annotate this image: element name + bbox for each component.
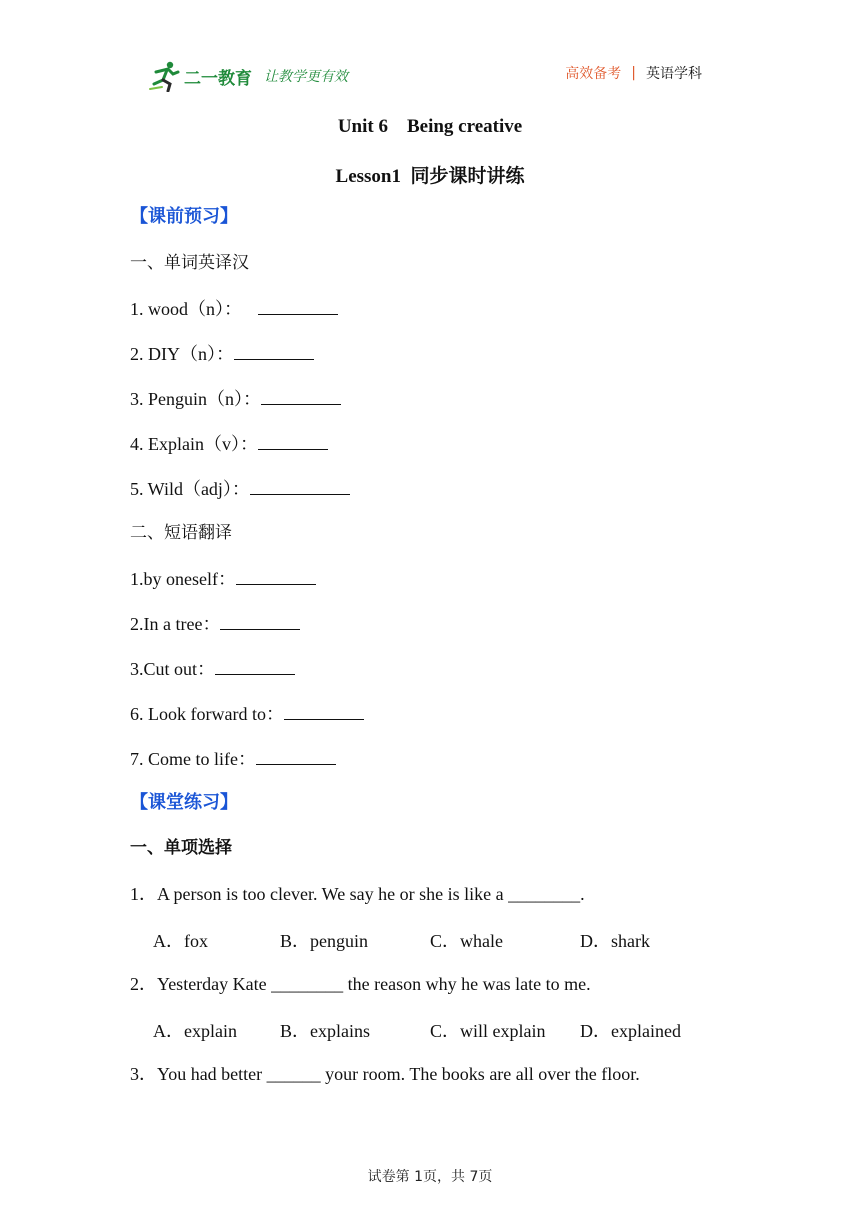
header-subject: 英语学科 xyxy=(646,66,702,82)
answer-blank[interactable] xyxy=(236,566,316,585)
vocab-label: 2. DIY（n）： xyxy=(130,344,234,364)
answer-blank[interactable] xyxy=(258,431,328,450)
question-stem: 3．You had better ______ your room. The books are all over the floor. xyxy=(130,1064,640,1084)
phrase-label: 1.by oneself： xyxy=(130,569,236,589)
vocab-item xyxy=(130,341,314,366)
vocab-label: 5. Wild（adj）： xyxy=(130,479,250,499)
phrase-label: 3.Cut out： xyxy=(130,659,216,679)
options-row xyxy=(0,1017,860,1041)
option-a[interactable]: A．explain xyxy=(153,1021,237,1041)
phrase-label: 2.In a tree： xyxy=(130,614,221,634)
vocab-item xyxy=(130,296,338,321)
vocab-item xyxy=(130,476,350,501)
phrase-label: 7. Come to life： xyxy=(130,749,256,769)
option-a[interactable]: A．fox xyxy=(153,931,208,951)
header-right xyxy=(565,63,702,83)
answer-blank[interactable] xyxy=(256,746,336,765)
unit-title: Unit 6 Being creative xyxy=(337,116,523,137)
phrase-item xyxy=(130,566,316,591)
option-d[interactable]: D．explained xyxy=(580,1021,681,1041)
option-b[interactable]: B．penguin xyxy=(280,931,368,951)
header-accent: 高效备考 xyxy=(565,66,622,82)
vocab-item xyxy=(130,431,328,456)
runner-logo-icon xyxy=(148,60,182,92)
options-row xyxy=(0,927,860,951)
preview-heading: 【课前预习】 xyxy=(130,206,238,227)
phrase-item xyxy=(130,611,300,636)
vocab-heading: 一、单词英译汉 xyxy=(130,253,249,273)
vocab-item xyxy=(130,386,341,411)
lesson-title: Lesson1 同步课时讲练 xyxy=(335,166,525,187)
vocab-label: 4. Explain（v）： xyxy=(130,434,258,454)
phrase-item xyxy=(130,746,336,771)
phrase-item xyxy=(130,701,364,726)
header-separator: | xyxy=(631,65,636,81)
phrase-label: 6. Look forward to： xyxy=(130,704,284,724)
answer-blank[interactable] xyxy=(250,476,350,495)
option-c[interactable]: C．will explain xyxy=(430,1021,546,1041)
option-b[interactable]: B．explains xyxy=(280,1021,370,1041)
phrase-item xyxy=(130,656,295,681)
answer-blank[interactable] xyxy=(234,341,314,360)
answer-blank[interactable] xyxy=(284,701,364,720)
question-stem: 2．Yesterday Kate ________ the reason why he was late to me. xyxy=(130,974,591,994)
answer-blank[interactable] xyxy=(258,296,338,315)
vocab-label: 3. Penguin（n）： xyxy=(130,389,262,409)
header-logo xyxy=(148,58,348,94)
practice-heading: 【课堂练习】 xyxy=(130,792,238,813)
option-c[interactable]: C．whale xyxy=(430,931,503,951)
answer-blank[interactable] xyxy=(220,611,300,630)
answer-blank[interactable] xyxy=(215,656,295,675)
vocab-label: 1. wood（n）： xyxy=(130,299,242,319)
phrase-heading: 二、短语翻译 xyxy=(130,523,232,543)
option-d[interactable]: D．shark xyxy=(580,931,650,951)
page-footer: 试卷第 1页，共 7页 xyxy=(367,1169,493,1185)
single-choice-heading: 一、单项选择 xyxy=(130,838,232,858)
question-stem: 1．A person is too clever. We say he or she is like a ________. xyxy=(130,884,585,904)
answer-blank[interactable] xyxy=(261,386,341,405)
logo-text: 二一教育 xyxy=(184,68,252,89)
slogan: 让教学更有效 xyxy=(264,69,348,85)
